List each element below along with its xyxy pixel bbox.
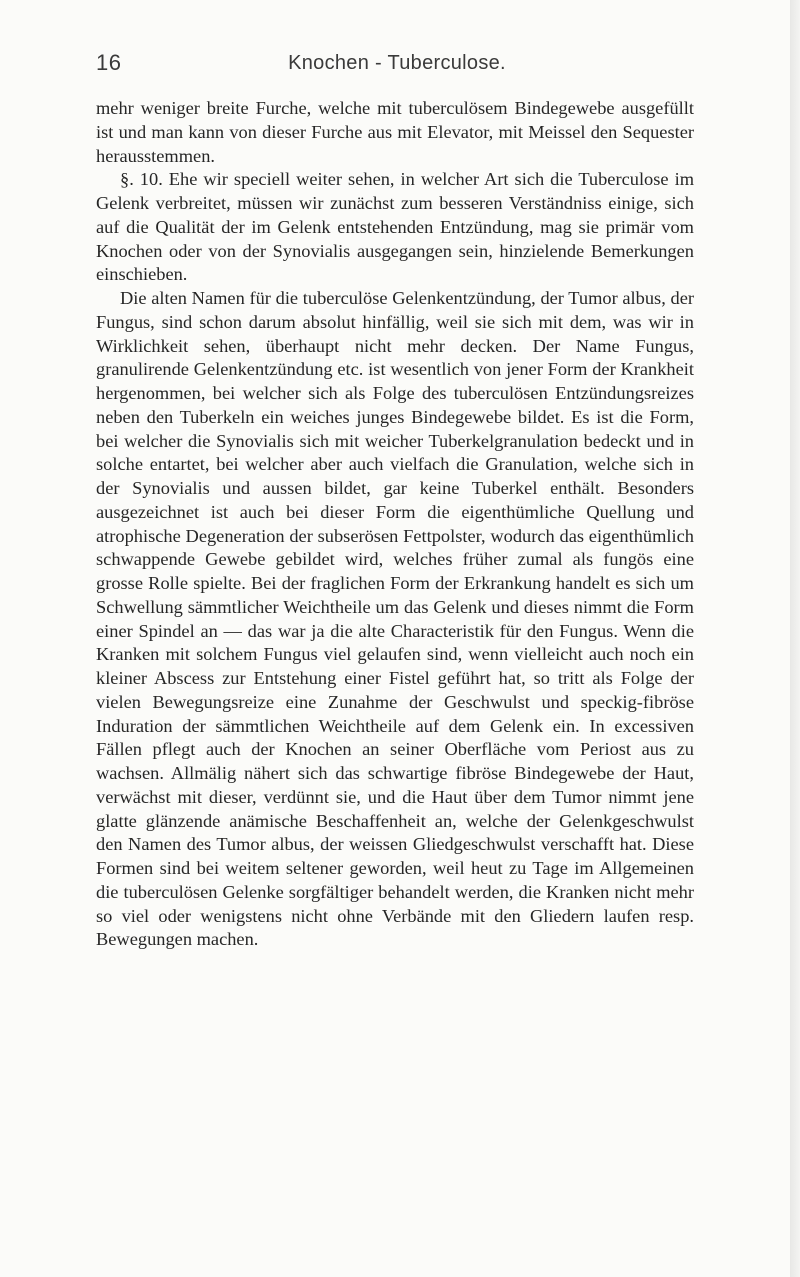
body-text xyxy=(96,97,694,952)
paragraph-section-10: §. 10. Ehe wir speciell weiter sehen, in welcher Art sich die Tuberculose im Gelenk verbreitet, müssen wir zunächst zum besseren Verständniss einige, sich auf die Qualität der im Gelenk entstehenden Entzündung, mag sie primär vom Knochen oder von der Synovialis ausgegangen sein, hinzielende Bemerkungen einschieben. xyxy=(96,169,694,285)
paragraph-old-names: Die alten Namen für die tuberculöse Gelenkentzündung, der Tumor albus, der Fungus, sind schon darum absolut hinfällig, weil sie sich mit dem, was wir in Wirklichkeit sehen, überhaupt nicht mehr decken. Der Name Fungus, granulirende Gelenkentzündung etc. ist wesentlich von jener Form der Krankheit hergenommen, bei welcher sich als Folge des tuberculösen Entzündungsreizes neben den Tuberkeln ein weiches junges Bindegewebe bildet. Es ist die Form, bei welcher die Synovialis sich mit weicher Tuberkelgranulation bedeckt und in solche entartet, bei welcher aber auch vielfach die Granulation, welche sich in der Synovialis und aussen bildet, gar keine Tuberkel enthält. Besonders ausgezeichnet ist auch bei dieser Form die eigenthümliche Quellung und atrophische Degeneration der subserösen Fettpolster, wodurch das eigenthümlich schwappende Gewebe gebildet wird, welches früher zumal als fungös eine grosse Rolle spielte. Bei der fraglichen Form der Erkrankung handelt es sich um Schwellung sämmtlicher Weichtheile um das Gelenk und dieses nimmt die Form einer Spindel an — das war ja die alte Characteristik für den Fungus. Wenn die Kranken mit solchem Fungus viel gelaufen sind, wenn vielleicht auch noch ein kleiner Abscess zur Entstehung einer Fistel geführt hat, so tritt als Folge der vielen Bewegungsreize eine Zunahme der Geschwulst und speckig-fibröse Induration der sämmtlichen Weichtheile auf dem Gelenk ein. In excessiven Fällen pflegt auch der Knochen an seiner Oberfläche vom Periost aus zu wachsen. Allmälig nähert sich das schwartige fibröse Bindegewebe der Haut, verwächst mit dieser, verdünnt sie, und die Haut über dem Tumor nimmt jene glatte glänzende anämische Beschaffenheit an, welche der Gelenkgeschwulst den Namen des Tumor albus, der weissen Gliedgeschwulst verschafft hat. Diese Formen sind bei weitem seltener geworden, weil heut zu Tage im Allgemeinen die tuberculösen Gelenke sorgfältiger behandelt werden, die Kranken nicht mehr so viel oder wenigstens nicht ohne Verbände mit den Gliedern laufen resp. Bewegungen machen. xyxy=(96,288,694,950)
running-title: Knochen - Tuberculose. xyxy=(288,52,506,74)
paragraph-continuation: mehr weniger breite Furche, welche mit tuberculösem Bindegewebe ausgefüllt ist und man kann von dieser Furche aus mit Elevator, mit Meissel den Sequester herausstemmen. xyxy=(96,98,694,166)
page-number: 16 xyxy=(96,50,122,75)
scan-edge xyxy=(790,0,800,1277)
page-header xyxy=(96,50,698,86)
